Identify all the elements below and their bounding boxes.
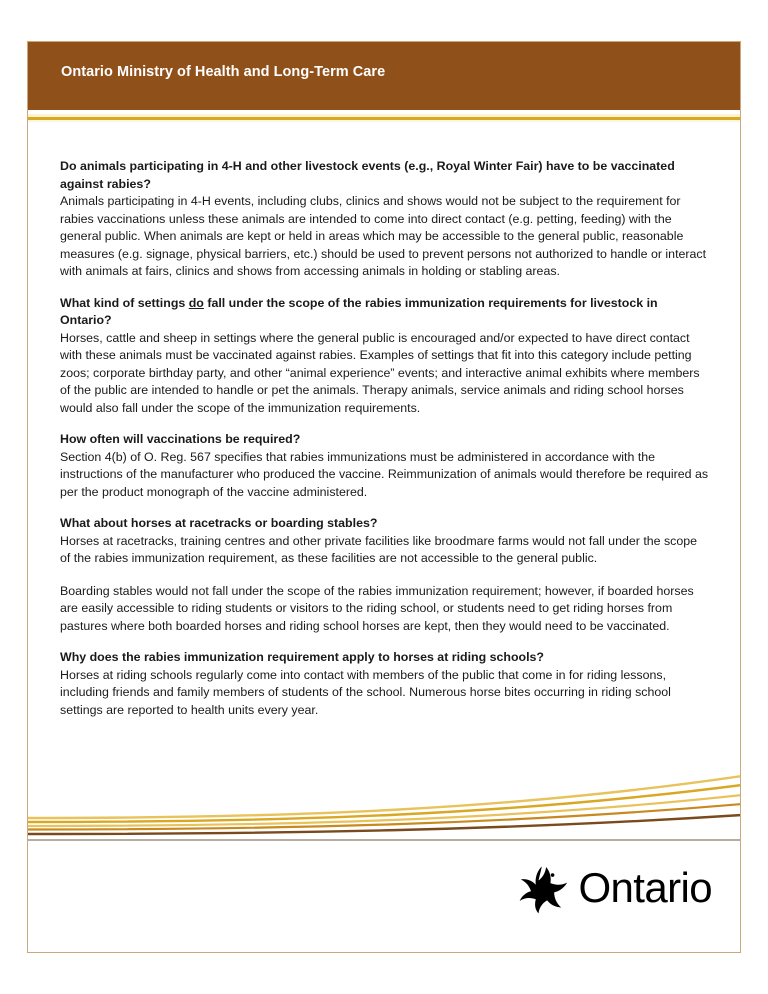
header-rule-cream-lower [28,120,741,122]
ontario-wordmark: Ontario [578,864,712,911]
faq-answer: Section 4(b) of O. Reg. 567 specifies that rabies immunizations must be administered in accordance with the instructions of the manufacturer who produced the vaccine. Reimmunization of animals would therefore be required as per the product monograph of the vaccine administered. [60,449,709,499]
faq-question: How often will vaccinations be required? [60,432,301,446]
faq-question [60,295,710,330]
ontario-logo [518,862,712,914]
faq-section-racetracks-stables [60,515,710,635]
faq-section-frequency [60,431,710,501]
faq-answer: Horses at racetracks, training centres and other private facilities like broodmare farms would not fall under the scope of the rabies immunization requirement, as these facilities are not accessible to the general public. [60,533,698,565]
faq-question-text-a: What kind of settings [60,295,189,310]
faq-section-livestock-events [60,158,710,281]
faq-section-riding-schools [60,649,710,719]
faq-answer-continued: Boarding stables would not fall under the scope of the rabies immunization requirement; however, if boarded horses are easily accessible to riding students or visitors to the riding school, or students need to get riding horses from pastures where both boarded horses and riding school horses are kept, then they would need to be vaccinated. [60,583,694,633]
trillium-icon [518,862,572,914]
faq-question: Do animals participating in 4-H and other livestock events (e.g., Royal Winter Fair) have to be vaccinated against rabies? [60,159,675,191]
faq-question: What about horses at racetracks or boarding stables? [60,516,378,530]
faq-section-settings-scope [60,295,710,418]
faq-question-text-b: fall under the scope of the rabies immunization requirements for livestock in Ontario? [60,295,658,327]
page-title: Ontario Ministry of Health and Long-Term Care [61,64,386,80]
faq-answer: Horses at riding schools regularly come into contact with members of the public that come in for riding lessons, including friends and family members of students of the school. Numerous horse bites occurring in riding school settings are reported to health units every year. [60,667,671,717]
faq-question: Why does the rabies immunization requirement apply to horses at riding schools? [60,650,545,664]
faq-answer: Animals participating in 4-H events, including clubs, clinics and shows would not be subject to the requirement for rabies vaccinations unless these animals are intended to come into direct contact (e.g. petting, feeding) with the general public. When animals are kept or held in areas which may be accessible to the general public, reasonable measures (e.g. signage, physical barriers, etc.) should be used to prevent persons not authorized to handle or interact with animals at fairs, clinics and shows from accessing animals in holding or stabling areas. [60,194,707,278]
footer-swoosh-decoration [28,774,741,844]
faq-answer: Horses, cattle and sheep in settings where the general public is encouraged and/or expected to have direct contact with these animals must be vaccinated against rabies. Examples of settings that fit into this category include petting zoos; corporate birthday party, and other “animal experience” events; and interactive animal exhibits where members of the public are intended to handle or pet the animals. Therapy animals, service animals and riding school horses would also fall under the scope of the immunization requirements. [60,330,700,415]
document-page [27,41,741,953]
faq-question-emphasis: do [188,295,204,310]
document-content [60,158,710,733]
